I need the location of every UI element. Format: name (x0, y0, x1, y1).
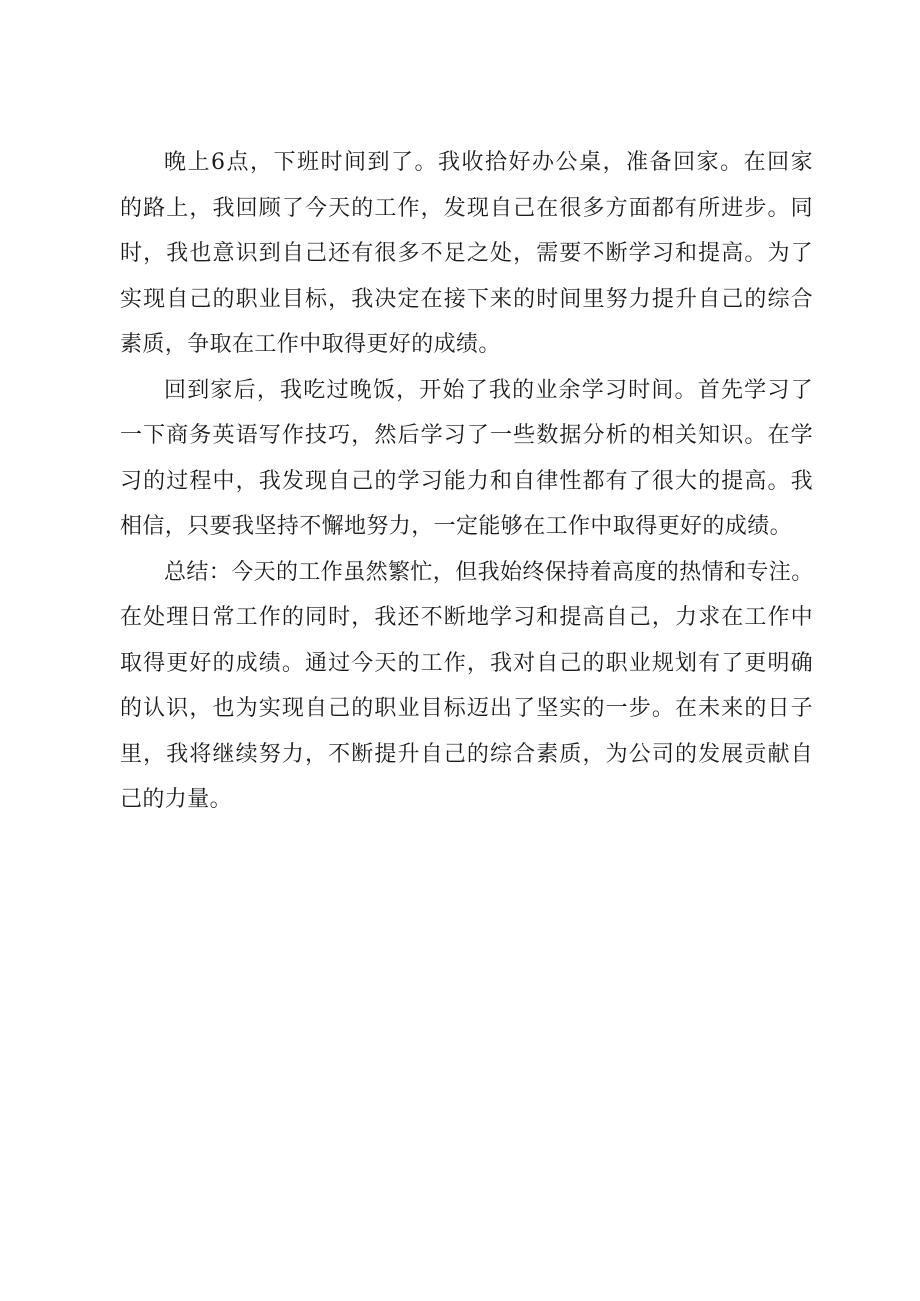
paragraph-2 (120, 368, 813, 550)
paragraph-3-line-4: 的认识，也为实现自己的职业目标迈出了坚实的一步。在未来的日子 (120, 696, 813, 721)
paragraph-3-summary (120, 550, 813, 823)
paragraph-2-line-4: 相信，只要我坚持不懈地努力，一定能够在工作中取得更好的成绩。 (120, 514, 793, 539)
paragraph-1 (120, 140, 813, 368)
paragraph-3-line-2: 在处理日常工作的同时，我还不断地学习和提高自己，力求在工作中 (120, 605, 813, 630)
paragraph-2-line-3: 习的过程中，我发现自己的学习能力和自律性都有了很大的提高。我 (120, 468, 813, 494)
paragraph-3-line-3: 取得更好的成绩。通过今天的工作，我对自己的职业规划有了更明确 (120, 650, 813, 676)
document-body (120, 140, 813, 823)
paragraph-3-line-1: 总结：今天的工作虽然繁忙，但我始终保持着高度的热情和专注。 (164, 559, 814, 585)
paragraph-1-line-1: 晚上6点，下班时间到了。我收拾好办公桌，准备回家。在回家 (164, 150, 813, 175)
paragraph-3-line-5: 里，我将继续努力，不断提升自己的综合素质，为公司的发展贡献自 (120, 741, 813, 767)
paragraph-1-line-3: 时，我也意识到自己还有很多不足之处，需要不断学习和提高。为了 (120, 241, 813, 266)
paragraph-2-line-2: 一下商务英语写作技巧，然后学习了一些数据分析的相关知识。在学 (120, 423, 813, 448)
paragraph-1-line-5: 素质，争取在工作中取得更好的成绩。 (120, 332, 501, 357)
paragraph-2-line-1: 回到家后，我吃过晚饭，开始了我的业余学习时间。首先学习了 (164, 377, 813, 403)
paragraph-1-line-4: 实现自己的职业目标，我决定在接下来的时间里努力提升自己的综合 (120, 286, 813, 312)
paragraph-1-line-2: 的路上，我回顾了今天的工作，发现自己在很多方面都有所进步。同 (120, 195, 813, 221)
paragraph-3-line-6: 己的力量。 (120, 787, 233, 812)
